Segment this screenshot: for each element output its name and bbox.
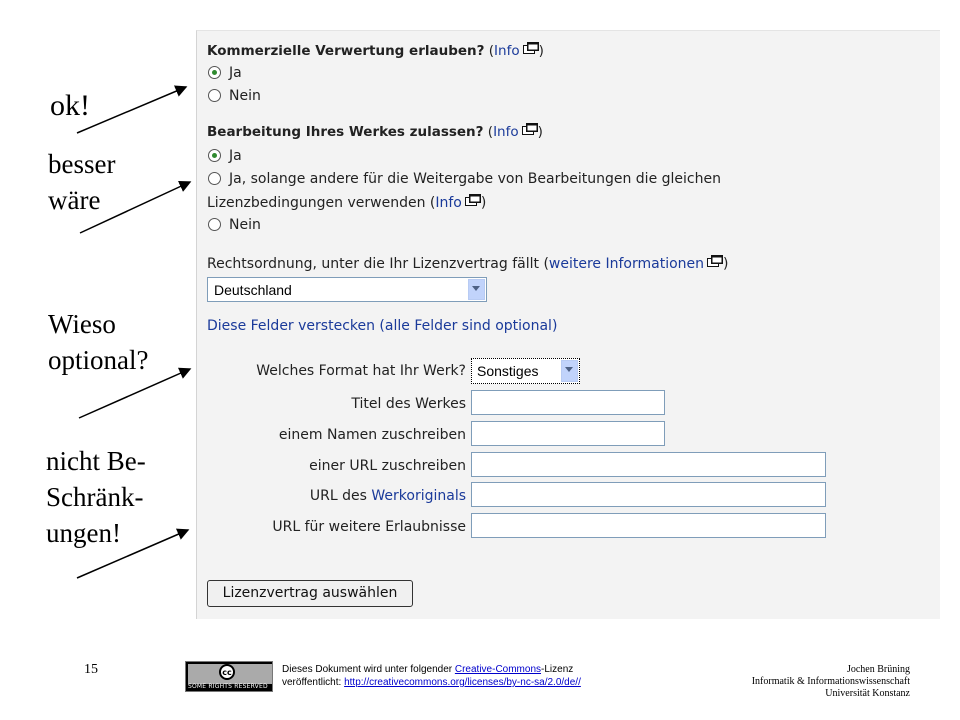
- cc-badge-text: SOME RIGHTS RESERVED: [188, 683, 268, 690]
- format-value: Sonstiges: [477, 363, 539, 379]
- q2-share-text: Lizenzbedingungen verwenden (: [207, 195, 436, 211]
- q2-info-link[interactable]: Info: [493, 124, 519, 140]
- annotation-nicht-line1: nicht Be-: [46, 446, 146, 476]
- q2-close: ): [537, 124, 543, 140]
- hide-fields-link[interactable]: Diese Felder verstecken (alle Felder sind optional): [207, 318, 558, 334]
- arrow-wieso: [79, 369, 190, 418]
- q2-share-info-link[interactable]: Info: [435, 195, 462, 211]
- q2-option-nein: Nein: [229, 217, 261, 233]
- jurisdiction-value: Deutschland: [214, 282, 292, 298]
- credit-uni: Universität Konstanz: [825, 688, 910, 699]
- license-notice: [282, 663, 581, 689]
- jurisdiction-close: ): [723, 256, 729, 272]
- title-label: Titel des Werkes: [351, 396, 466, 412]
- source-url-text: URL des: [309, 488, 372, 504]
- q1-close: ): [538, 43, 544, 59]
- more-permissions-label: URL für weitere Erlaubnisse: [272, 519, 466, 535]
- q2-option-ja: Ja: [229, 148, 242, 164]
- cc-badge[interactable]: [185, 661, 273, 692]
- cc-link[interactable]: Creative-Commons: [454, 664, 542, 675]
- annotation-ok: ok!: [50, 89, 90, 122]
- q2-option-share-line1: Ja, solange andere für die Weitergabe von Bearbeitungen die gleichen: [229, 171, 721, 187]
- credit-name: Jochen Brüning: [846, 664, 910, 675]
- jurisdiction-info-link[interactable]: weitere Informationen: [548, 256, 705, 272]
- credit-dept: Informatik & Informationswissenschaft: [751, 676, 910, 687]
- q1-label: Kommerzielle Verwertung erlauben?: [207, 43, 485, 59]
- author-credit: [752, 664, 910, 700]
- annotation-nicht-line2: Schränk-: [46, 482, 144, 512]
- attribute-name-label: einem Namen zuschreiben: [278, 427, 466, 443]
- license-notice-line2: veröffentlicht: http://creativecommons.org/licenses/by-nc-sa/2.0/de//: [282, 677, 581, 688]
- license-url-link[interactable]: http://creativecommons.org/licenses/by-nc-sa/2.0/de//: [344, 677, 581, 688]
- attribute-url-label: einer URL zuschreiben: [309, 458, 466, 474]
- arrow-besser: [80, 182, 190, 233]
- annotation-wieso-line1: Wieso: [48, 309, 116, 339]
- q2-label: Bearbeitung Ihres Werkes zulassen?: [207, 124, 484, 140]
- q2-open: (: [483, 124, 494, 140]
- jurisdiction-text: Rechtsordnung, unter die Ihr Lizenzvertrag fällt (: [207, 256, 549, 272]
- cc-icon: cc: [219, 664, 235, 680]
- license-notice-line1: Dieses Dokument wird unter folgender Creative-Commons-Lizenz: [282, 664, 574, 675]
- q2-share-close: ): [480, 195, 487, 211]
- arrow-nicht: [77, 530, 188, 578]
- q1-option-nein: Nein: [229, 88, 261, 104]
- q1-info-link[interactable]: Info: [494, 43, 520, 59]
- page-number: 15: [84, 662, 98, 677]
- arrow-ok: [77, 87, 186, 133]
- annotation-nicht-line3: ungen!: [46, 518, 121, 548]
- annotation-wieso-line2: optional?: [48, 345, 149, 375]
- q1-open: (: [484, 43, 495, 59]
- source-url-link[interactable]: Werkoriginals: [371, 488, 466, 504]
- format-label: Welches Format hat Ihr Werk?: [256, 363, 466, 379]
- annotation-besser-line2: wäre: [48, 185, 101, 215]
- choose-license-button[interactable]: Lizenzvertrag auswählen: [207, 580, 413, 607]
- q1-option-ja: Ja: [229, 65, 242, 81]
- annotation-besser-line1: besser: [48, 149, 116, 179]
